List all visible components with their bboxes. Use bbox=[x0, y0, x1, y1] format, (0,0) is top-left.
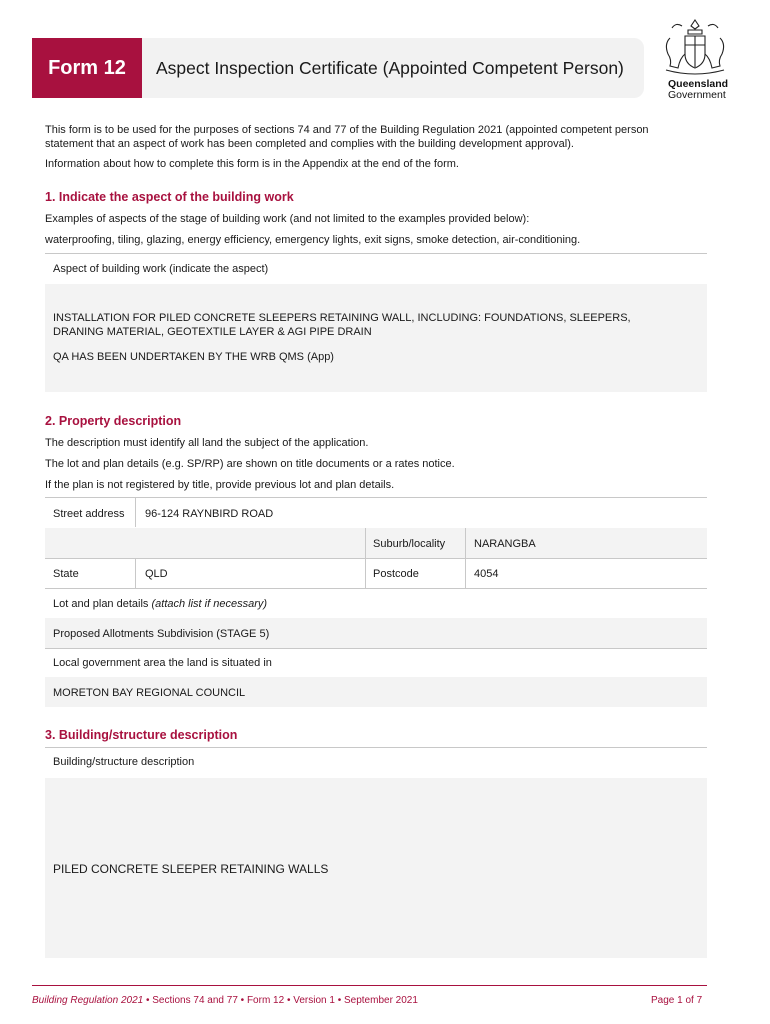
section-3-heading: 3. Building/structure description bbox=[45, 728, 238, 742]
divider bbox=[45, 253, 707, 254]
column-divider bbox=[135, 497, 136, 527]
aspect-field[interactable] bbox=[45, 284, 707, 392]
intro-text-2: statement that an aspect of work has been completed and complies with the building development approval). bbox=[45, 138, 574, 150]
structure-field[interactable] bbox=[45, 778, 707, 958]
divider bbox=[45, 648, 707, 649]
section-2-heading: 2. Property description bbox=[45, 414, 182, 428]
form-title: Aspect Inspection Certificate (Appointed Competent Person) bbox=[142, 38, 644, 98]
section-1-examples-intro: Examples of aspects of the stage of building work (and not limited to the examples provided below): bbox=[45, 213, 530, 225]
section-1-examples: waterproofing, tiling, glazing, energy efficiency, emergency lights, exit signs, smoke detection, air-conditioning. bbox=[45, 234, 581, 246]
lga-field[interactable] bbox=[45, 677, 707, 707]
page-number: Page 1 of 7 bbox=[651, 995, 703, 1006]
suburb-value[interactable]: NARANGBA bbox=[474, 538, 536, 550]
intro-text-1: This form is to be used for the purposes of sections 74 and 77 of the Building Regulation 2021 (appointed competent person bbox=[45, 124, 649, 136]
queensland-crest-icon bbox=[658, 16, 732, 80]
form-header bbox=[32, 38, 644, 98]
street-address-value[interactable]: 96-124 RAYNBIRD ROAD bbox=[145, 508, 274, 520]
lot-plan-label: Lot and plan details (attach list if necessary) bbox=[53, 598, 268, 610]
aspect-value-line-3: QA HAS BEEN UNDERTAKEN BY THE WRB QMS (App) bbox=[53, 351, 334, 363]
structure-field-label: Building/structure description bbox=[53, 756, 195, 768]
divider bbox=[45, 497, 707, 498]
divider bbox=[45, 588, 707, 589]
suburb-label: Suburb/locality bbox=[373, 538, 446, 550]
lga-label: Local government area the land is situated in bbox=[53, 657, 272, 669]
aspect-value-line-1: INSTALLATION FOR PILED CONCRETE SLEEPERS RETAINING WALL, INCLUDING: FOUNDATIONS, SLEEPERS, bbox=[53, 312, 631, 324]
state-value[interactable]: QLD bbox=[145, 568, 168, 580]
section-2-desc-3: If the plan is not registered by title, provide previous lot and plan details. bbox=[45, 479, 395, 491]
aspect-value-line-2: DRANING MATERIAL, GEOTEXTILE LAYER & AGI PIPE DRAIN bbox=[53, 326, 372, 338]
postcode-label: Postcode bbox=[373, 568, 419, 580]
column-divider bbox=[135, 558, 136, 588]
section-2-desc-2: The lot and plan details (e.g. SP/RP) are shown on title documents or a rates notice. bbox=[45, 458, 455, 470]
aspect-field-label: Aspect of building work (indicate the aspect) bbox=[53, 263, 269, 275]
street-address-label: Street address bbox=[53, 508, 125, 520]
intro-text-3: Information about how to complete this form is in the Appendix at the end of the form. bbox=[45, 158, 459, 170]
section-2-desc-1: The description must identify all land the subject of the application. bbox=[45, 437, 369, 449]
structure-value: PILED CONCRETE SLEEPER RETAINING WALLS bbox=[53, 862, 329, 876]
footer-divider bbox=[32, 985, 707, 986]
lot-plan-field[interactable] bbox=[45, 618, 707, 648]
divider bbox=[45, 747, 707, 748]
queensland-government-wordmark: Queensland Government bbox=[668, 78, 729, 101]
divider bbox=[45, 558, 707, 559]
lga-value: MORETON BAY REGIONAL COUNCIL bbox=[53, 687, 246, 699]
postcode-value[interactable]: 4054 bbox=[474, 568, 499, 580]
section-1-heading: 1. Indicate the aspect of the building work bbox=[45, 190, 294, 204]
state-label: State bbox=[53, 568, 79, 580]
lot-plan-value: Proposed Allotments Subdivision (STAGE 5) bbox=[53, 628, 270, 640]
form-number: Form 12 bbox=[32, 38, 142, 98]
footer-reference: Building Regulation 2021 • Sections 74 and 77 • Form 12 • Version 1 • September 2021 bbox=[32, 995, 418, 1006]
